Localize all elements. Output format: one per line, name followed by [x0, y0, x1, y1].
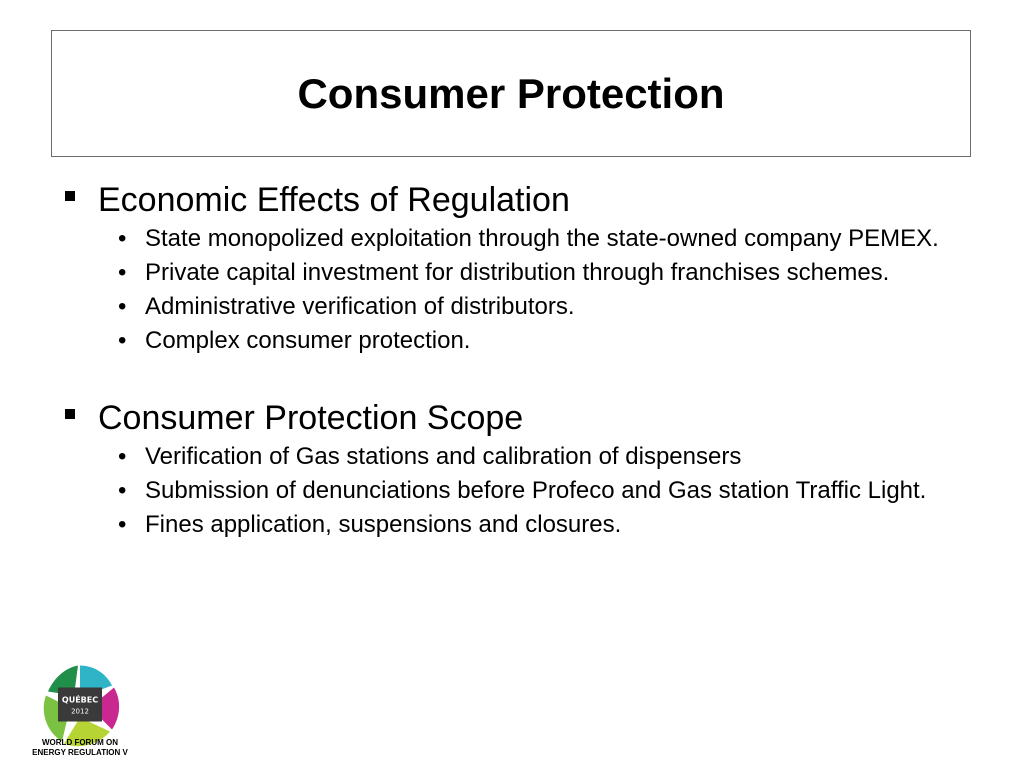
section-heading-text: Consumer Protection Scope	[98, 399, 524, 437]
section-heading	[62, 396, 962, 440]
section-heading	[62, 178, 962, 222]
bullet-dot-icon: •	[118, 259, 127, 286]
section-consumer-protection-scope	[62, 396, 962, 538]
bullet-dot-icon: •	[118, 511, 127, 538]
list-item-text: Submission of denunciations before Profeco and Gas station Traffic Light.	[145, 477, 927, 504]
slide-content	[62, 178, 962, 580]
list-item	[118, 327, 962, 354]
list-item-text: Administrative verification of distributors.	[145, 293, 575, 320]
logo-caption-line1: WORLD FORUM ON	[42, 738, 118, 747]
bullet-list	[62, 443, 962, 538]
logo-city-text: QUÉBEC	[61, 695, 99, 705]
title-box	[51, 30, 971, 157]
list-item-text: Private capital investment for distribution through franchises schemes.	[145, 259, 890, 286]
bullet-dot-icon: •	[118, 443, 127, 470]
list-item	[118, 477, 962, 504]
square-bullet-icon	[65, 409, 75, 419]
section-heading-text: Economic Effects of Regulation	[98, 181, 570, 219]
list-item-text: Verification of Gas stations and calibration of dispensers	[145, 443, 742, 470]
list-item	[118, 443, 962, 470]
bullet-dot-icon: •	[118, 225, 127, 252]
square-bullet-icon	[65, 191, 75, 201]
list-item-text: Fines application, suspensions and closures.	[145, 511, 622, 538]
bullet-list	[62, 225, 962, 354]
list-item	[118, 225, 962, 252]
bullet-dot-icon: •	[118, 477, 127, 504]
logo-caption	[30, 738, 130, 758]
list-item	[118, 511, 962, 538]
logo-caption-line2: ENERGY REGULATION V	[32, 748, 128, 757]
bullet-dot-icon: •	[118, 293, 127, 320]
list-item-text: Complex consumer protection.	[145, 327, 471, 354]
logo-year-text: 2012	[71, 707, 89, 716]
list-item	[118, 293, 962, 320]
logo-center-box	[58, 688, 102, 722]
slide-title: Consumer Protection	[297, 69, 725, 117]
list-item-text: State monopolized exploitation through the state-owned company PEMEX.	[145, 225, 939, 252]
bullet-dot-icon: •	[118, 327, 127, 354]
section-economic-effects	[62, 178, 962, 354]
list-item	[118, 259, 962, 286]
